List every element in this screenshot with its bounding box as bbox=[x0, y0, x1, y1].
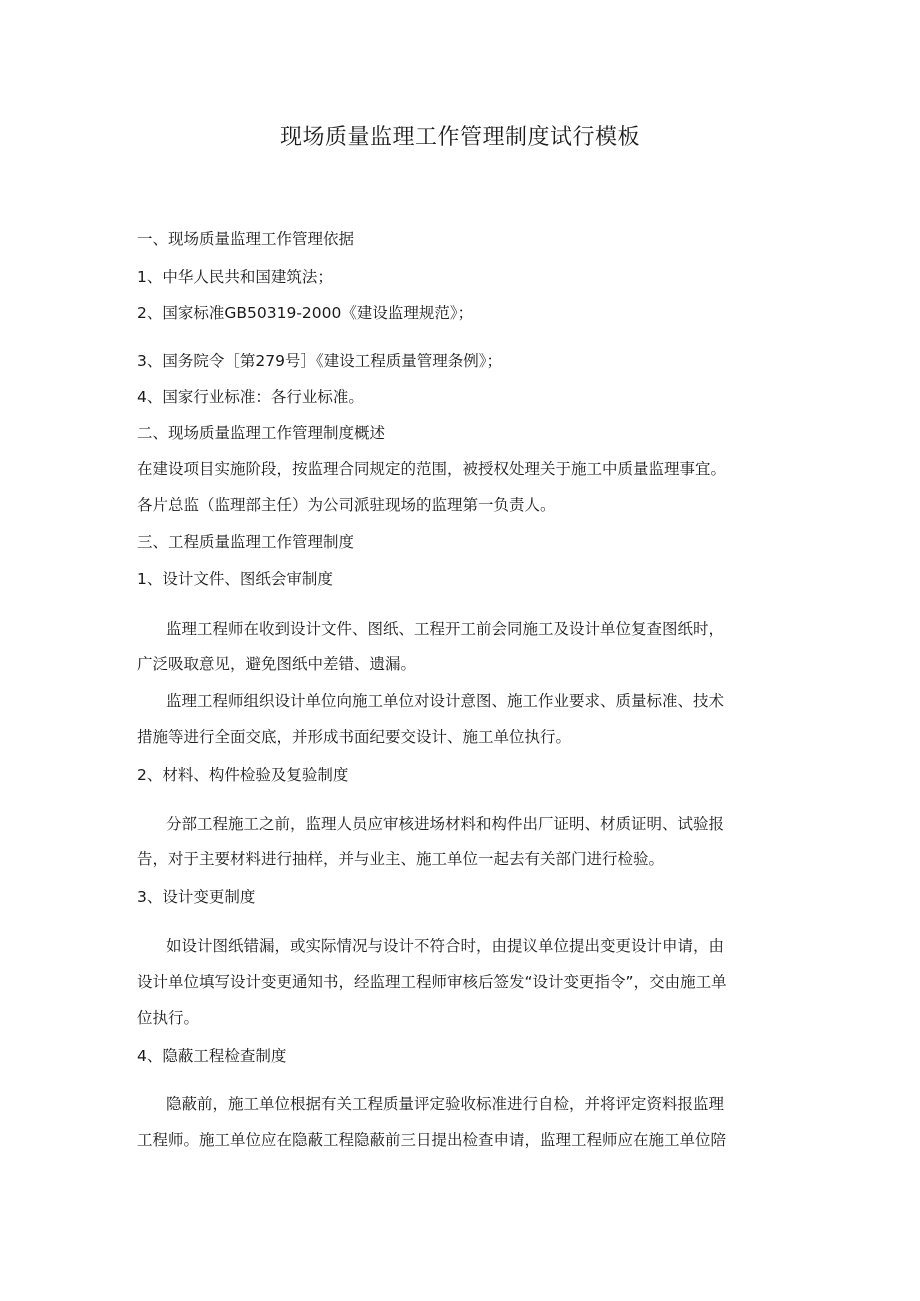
list-item-3: 3、国务院令［第279号］《建设工程质量管理条例》； bbox=[137, 352, 502, 370]
paragraph-line: 隐蔽前，施工单位根据有关工程质量评定验收标准进行自检，并将评定资料报监理 bbox=[166, 1095, 725, 1113]
list-item-1: 1、中华人民共和国建筑法； bbox=[137, 268, 333, 286]
paragraph-line: 广泛吸取意见，避免图纸中差错、遗漏。 bbox=[137, 655, 417, 673]
paragraph-line: 各片总监（监理部主任）为公司派驻现场的监理第一负责人。 bbox=[137, 496, 556, 514]
section-heading-2: 二、现场质量监理工作管理制度概述 bbox=[137, 424, 386, 442]
section-heading-3: 三、工程质量监理工作管理制度 bbox=[137, 533, 355, 551]
paragraph-line: 位执行。 bbox=[137, 1009, 200, 1027]
paragraph-line: 在建设项目实施阶段，按监理合同规定的范围，被授权处理关于施工中质量监理事宜。 bbox=[137, 460, 727, 478]
paragraph-line: 监理工程师组织设计单位向施工单位对设计意图、施工作业要求、质量标准、技术 bbox=[166, 692, 725, 710]
paragraph-line: 告，对于主要材料进行抽样，并与业主、施工单位一起去有关部门进行检验。 bbox=[137, 850, 665, 868]
section-heading-1: 一、现场质量监理工作管理依据 bbox=[137, 230, 355, 248]
list-item-4: 4、国家行业标准：各行业标准。 bbox=[137, 388, 364, 406]
list-item-2: 2、国家标准GB50319-2000《建设监理规范》； bbox=[137, 304, 474, 322]
paragraph-line: 监理工程师在收到设计文件、图纸、工程开工前会同施工及设计单位复查图纸时， bbox=[166, 620, 725, 638]
subsection-heading-3: 3、设计变更制度 bbox=[137, 888, 256, 906]
paragraph-line: 工程师。施工单位应在隐蔽工程隐蔽前三日提出检查申请，监理工程师应在施工单位陪 bbox=[137, 1131, 727, 1149]
subsection-heading-1: 1、设计文件、图纸会审制度 bbox=[137, 570, 333, 588]
paragraph-line: 措施等进行全面交底，并形成书面纪要交设计、施工单位执行。 bbox=[137, 728, 572, 746]
paragraph-line: 设计单位填写设计变更通知书，经监理工程师审核后签发“设计变更指令”，交由施工单 bbox=[137, 973, 727, 991]
subsection-heading-2: 2、材料、构件检验及复验制度 bbox=[137, 766, 349, 784]
paragraph-line: 如设计图纸错漏，或实际情况与设计不符合时，由提议单位提出变更设计申请，由 bbox=[166, 937, 725, 955]
subsection-heading-4: 4、隐蔽工程检查制度 bbox=[137, 1047, 287, 1065]
document-title: 现场质量监理工作管理制度试行模板 bbox=[279, 125, 640, 150]
paragraph-line: 分部工程施工之前，监理人员应审核进场材料和构件出厂证明、材质证明、试验报 bbox=[166, 815, 725, 833]
